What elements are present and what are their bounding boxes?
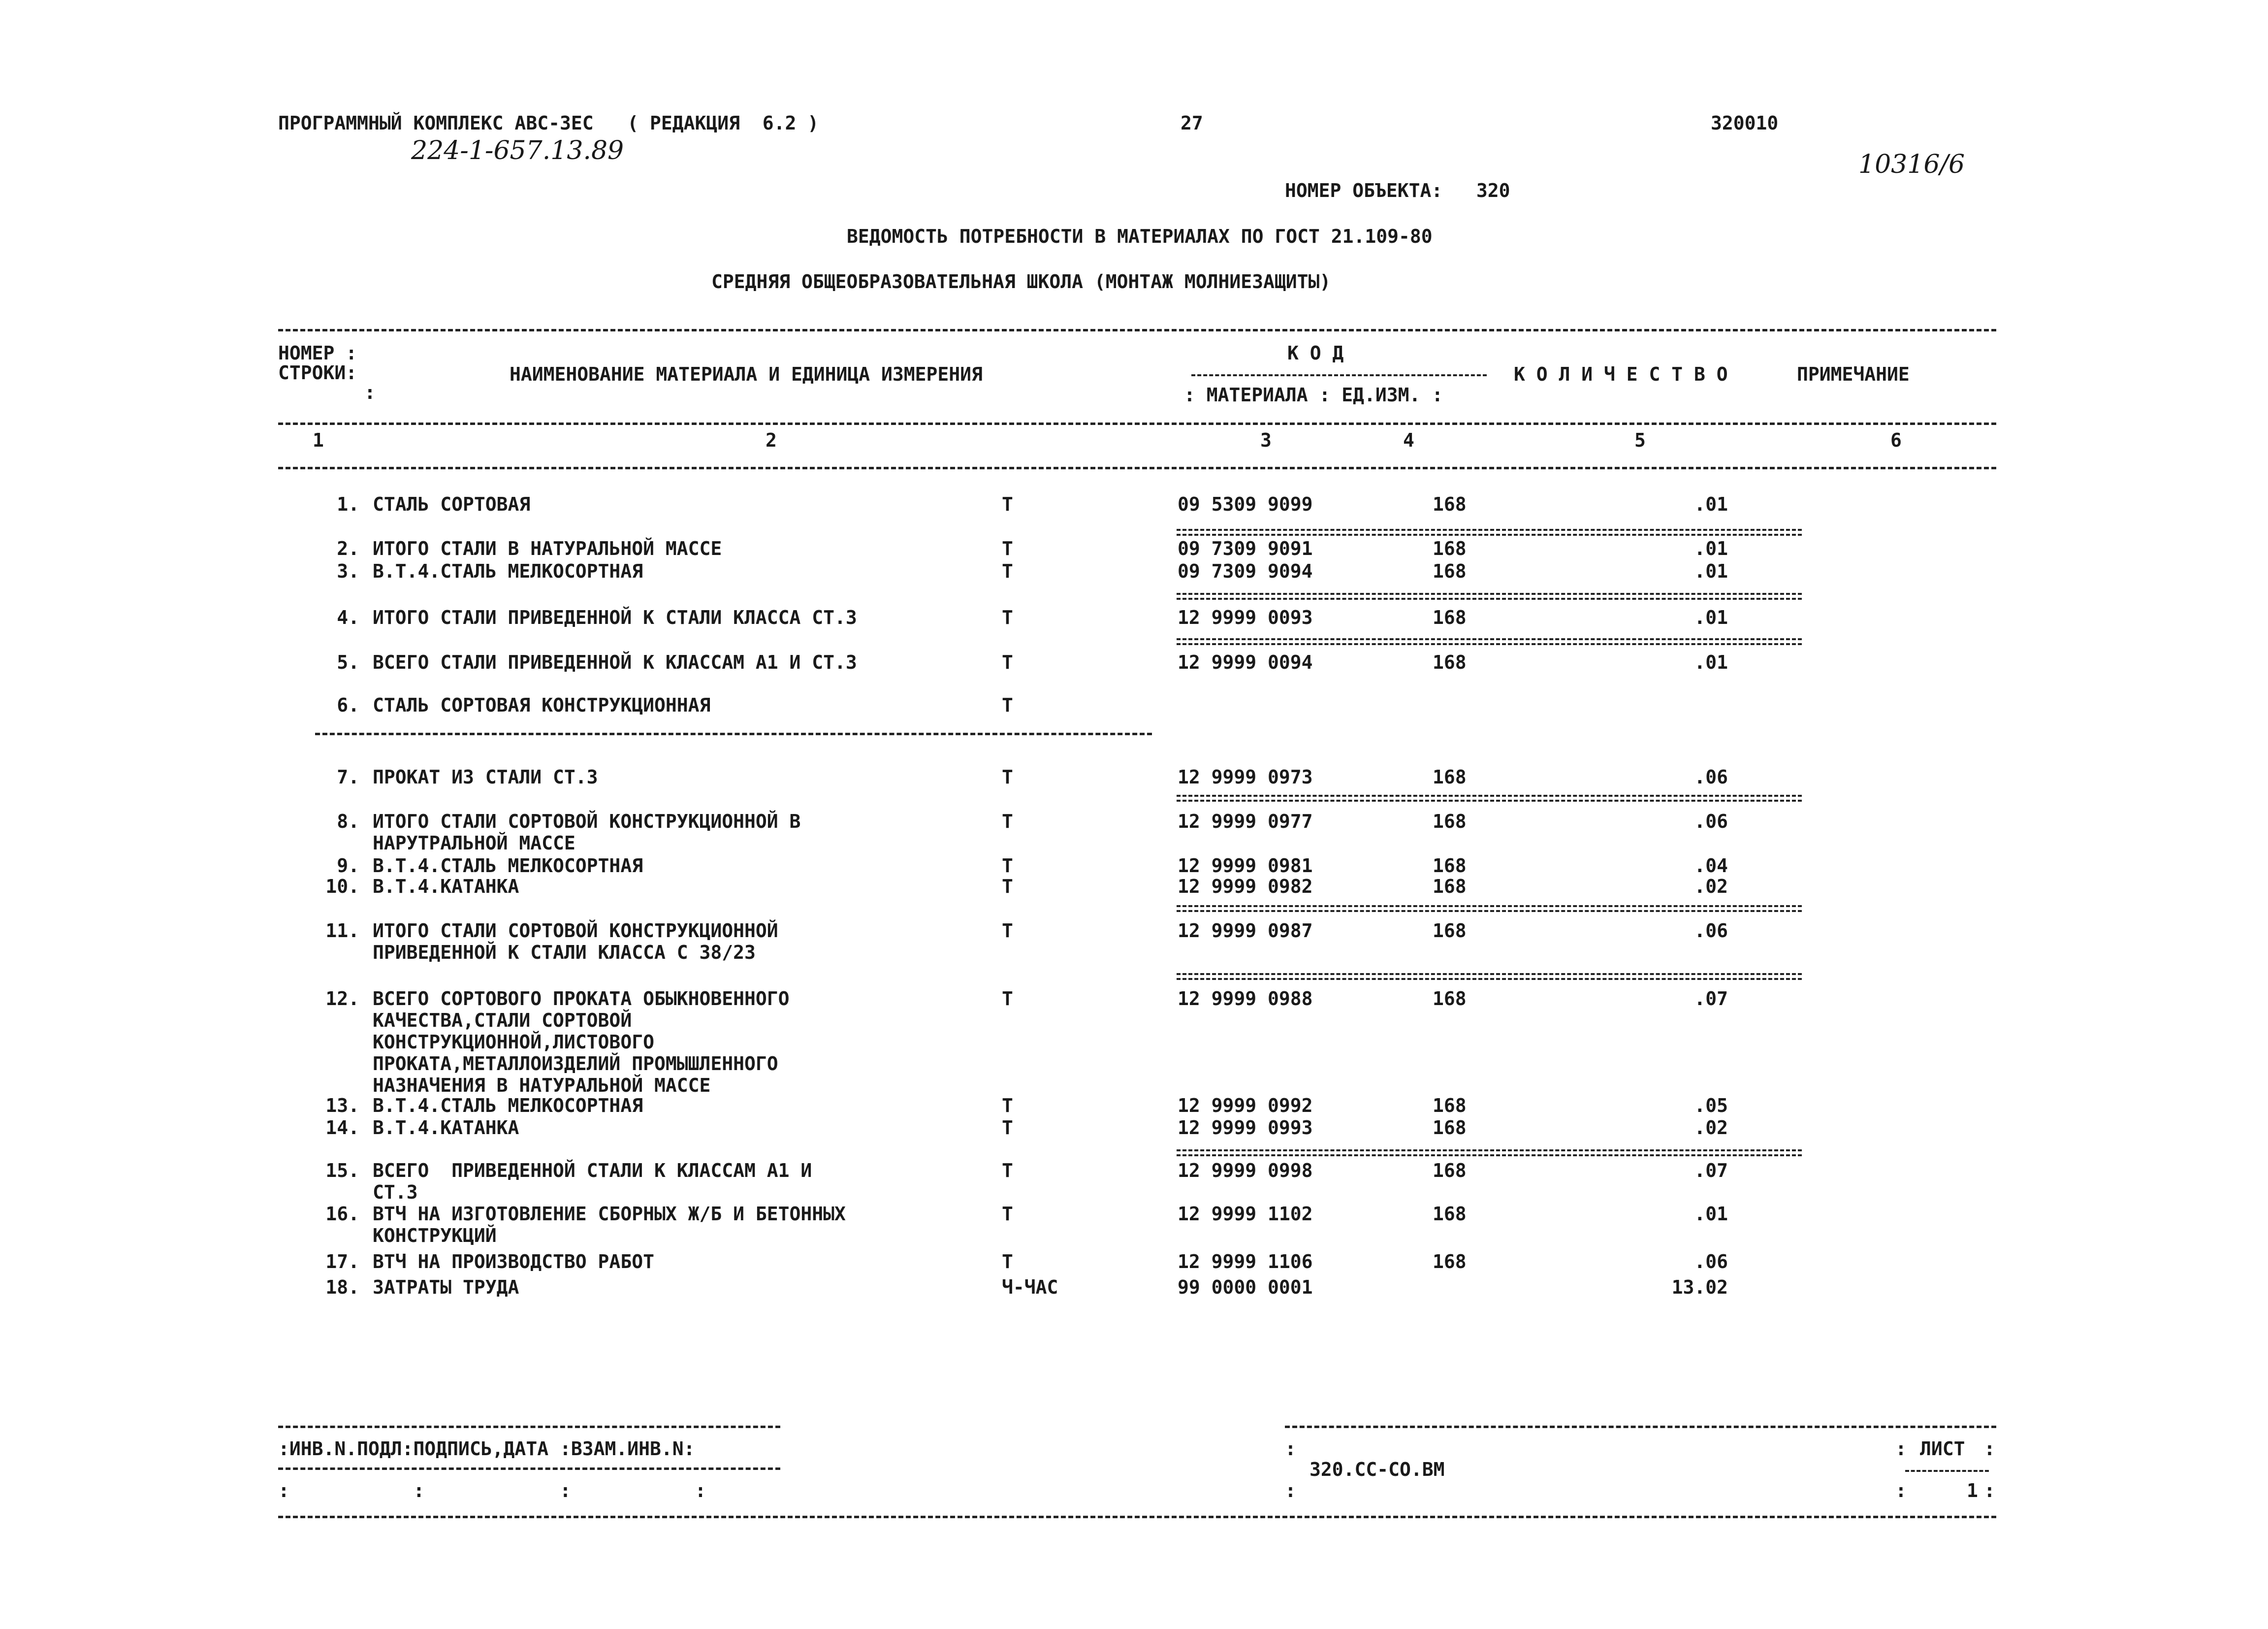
unit-code: 168 [1433, 493, 1467, 515]
material-name: СТАЛЬ СОРТОВАЯ КОНСТРУКЦИОННАЯ [373, 694, 711, 716]
material-code: 09 7309 9094 [1178, 560, 1313, 582]
page-number: 27 [1181, 112, 1203, 134]
handwritten-sheet-number: 10316/6 [1858, 150, 1965, 179]
stamp-header: :ИНВ.N.ПОДЛ:ПОДПИСЬ,ДАТА :ВЗАМ.ИНВ.N: [278, 1438, 695, 1460]
col-row-number-1: НОМЕР : [278, 342, 357, 364]
quantity: .02 [1694, 1117, 1728, 1139]
document-code: 320010 [1711, 112, 1779, 134]
sheet-separator: : [1984, 1438, 1995, 1460]
material-code: 12 9999 0998 [1178, 1160, 1313, 1181]
material-name: ВСЕГО СОРТОВОГО ПРОКАТА ОБЫКНОВЕННОГО [373, 988, 790, 1010]
material-code: 12 9999 0977 [1178, 811, 1313, 832]
col-code-material-header: : МАТЕРИАЛА : ЕД.ИЗМ. : [1184, 384, 1443, 406]
row-number: 14. [325, 1117, 359, 1139]
row-number: 12. [325, 988, 359, 1010]
sheet-separator: : [1895, 1438, 1907, 1460]
material-name: НАРУТРАЛЬНОЙ МАССЕ [373, 832, 575, 854]
unit: Т [1002, 920, 1013, 942]
col-row-number-2: СТРОКИ: [278, 362, 357, 384]
row-number: 13. [325, 1095, 359, 1116]
row-number: 2. [337, 538, 359, 559]
row-number: 3. [337, 560, 359, 582]
sheet-number: 1 [1967, 1480, 1978, 1501]
unit: Т [1002, 855, 1013, 877]
row-number: 6. [337, 694, 359, 716]
unit: Т [1002, 811, 1013, 832]
sheet-label: ЛИСТ [1920, 1438, 1965, 1460]
quantity: 13.02 [1671, 1276, 1728, 1298]
material-code: 12 9999 0973 [1178, 766, 1313, 788]
col-num-2: 2 [766, 429, 777, 451]
unit: Т [1002, 607, 1013, 628]
material-name: НАЗНАЧЕНИЯ В НАТУРАЛЬНОЙ МАССЕ [373, 1075, 711, 1096]
unit: Т [1002, 1160, 1013, 1181]
unit-code: 168 [1433, 988, 1467, 1010]
material-code: 09 5309 9099 [1178, 493, 1313, 515]
unit-code: 168 [1433, 766, 1467, 788]
material-name: КОНСТРУКЦИЙ [373, 1225, 497, 1246]
col-num-4: 4 [1403, 429, 1414, 451]
quantity: .06 [1694, 920, 1728, 942]
quantity: .06 [1694, 1251, 1728, 1272]
unit: Т [1002, 1203, 1013, 1225]
row-number: 10. [325, 876, 359, 897]
row-number: 7. [337, 766, 359, 788]
unit-code: 168 [1433, 1203, 1467, 1225]
unit: Т [1002, 560, 1013, 582]
quantity: .01 [1694, 1203, 1728, 1225]
unit: Т [1002, 766, 1013, 788]
row-number: 9. [337, 855, 359, 877]
material-code: 12 9999 1102 [1178, 1203, 1313, 1225]
material-name: ЗАТРАТЫ ТРУДА [373, 1276, 519, 1298]
quantity: .02 [1694, 876, 1728, 897]
unit: Т [1002, 652, 1013, 673]
unit: Ч-ЧАС [1002, 1276, 1058, 1298]
title-block-separator: : [1285, 1438, 1296, 1460]
unit: Т [1002, 493, 1013, 515]
material-name: В.Т.4.СТАЛЬ МЕЛКОСОРТНАЯ [373, 560, 643, 582]
col-num-5: 5 [1634, 429, 1646, 451]
unit: Т [1002, 988, 1013, 1010]
material-name: ИТОГО СТАЛИ СОРТОВОЙ КОНСТРУКЦИОННОЙ [373, 920, 778, 942]
material-code: 12 9999 0093 [1178, 607, 1313, 628]
quantity: .01 [1694, 493, 1728, 515]
quantity: .07 [1694, 988, 1728, 1010]
material-name: ПРОКАТ ИЗ СТАЛИ СТ.3 [373, 766, 598, 788]
subtotal-rule [1177, 638, 1802, 640]
quantity: .01 [1694, 538, 1728, 559]
section-rule [315, 733, 1152, 735]
material-name: ВТЧ НА ИЗГОТОВЛЕНИЕ СБОРНЫХ Ж/Б И БЕТОННЫХ [373, 1203, 846, 1225]
material-code: 09 7309 9091 [1178, 538, 1313, 559]
col-note-header: ПРИМЕЧАНИЕ [1797, 363, 1910, 385]
material-name: В.Т.4.СТАЛЬ МЕЛКОСОРТНАЯ [373, 855, 643, 877]
sheet-rule [1905, 1470, 1989, 1472]
title-block-separator: : [1285, 1480, 1296, 1501]
sheet-separator: : [1984, 1480, 1995, 1501]
unit: Т [1002, 694, 1013, 716]
subtotal-rule [1177, 593, 1802, 595]
subtotal-rule [1177, 1149, 1802, 1151]
document-designation: 320.СС-СО.ВМ [1310, 1459, 1445, 1480]
row-number: 4. [337, 607, 359, 628]
subtotal-rule [1177, 973, 1802, 975]
row-number: 1. [337, 493, 359, 515]
col-separator: : [364, 382, 376, 403]
unit-code: 168 [1433, 811, 1467, 832]
material-name: В.Т.4.СТАЛЬ МЕЛКОСОРТНАЯ [373, 1095, 643, 1116]
col-quantity-header: К О Л И Ч Е С Т В О [1514, 363, 1728, 385]
program-title: ПРОГРАММНЫЙ КОМПЛЕКС АВС-3ЕС ( РЕДАКЦИЯ 6.2 ) [278, 112, 819, 134]
material-name: КАЧЕСТВА,СТАЛИ СОРТОВОЙ [373, 1010, 632, 1031]
quantity: .06 [1694, 811, 1728, 832]
material-name: ВСЕГО СТАЛИ ПРИВЕДЕННОЙ К КЛАССАМ А1 И СТ.3 [373, 652, 857, 673]
col-num-6: 6 [1890, 429, 1902, 451]
unit-code: 168 [1433, 607, 1467, 628]
row-number: 18. [325, 1276, 359, 1298]
object-number: НОМЕР ОБЪЕКТА: 320 [1285, 180, 1510, 201]
page-bottom-rule [278, 1516, 1996, 1518]
col-num-1: 1 [313, 429, 324, 451]
col-name-header: НАИМЕНОВАНИЕ МАТЕРИАЛА И ЕДИНИЦА ИЗМЕРЕНИЯ [510, 363, 983, 385]
quantity: .01 [1694, 607, 1728, 628]
handwritten-project-number: 224-1-657.13.89 [411, 136, 624, 165]
sheet-separator: : [1895, 1480, 1907, 1501]
title-block-top-rule [1285, 1426, 1996, 1428]
unit-code: 168 [1433, 876, 1467, 897]
stamp-top-rule [278, 1426, 780, 1428]
unit-code: 168 [1433, 1251, 1467, 1272]
material-code: 12 9999 0987 [1178, 920, 1313, 942]
row-number: 15. [325, 1160, 359, 1181]
material-code: 12 9999 1106 [1178, 1251, 1313, 1272]
unit: Т [1002, 1117, 1013, 1139]
material-name: В.Т.4.КАТАНКА [373, 876, 519, 897]
material-name: СТАЛЬ СОРТОВАЯ [373, 493, 531, 515]
header-mid-rule [278, 423, 1996, 425]
material-code: 12 9999 0982 [1178, 876, 1313, 897]
row-number: 17. [325, 1251, 359, 1272]
unit: Т [1002, 1251, 1013, 1272]
col-code-header: К О Д [1287, 342, 1344, 364]
row-number: 5. [337, 652, 359, 673]
material-name: ВТЧ НА ПРОИЗВОДСТВО РАБОТ [373, 1251, 654, 1272]
material-code: 12 9999 0993 [1178, 1117, 1313, 1139]
material-code: 12 9999 0094 [1178, 652, 1313, 673]
unit-code: 168 [1433, 1095, 1467, 1116]
quantity: .01 [1694, 560, 1728, 582]
code-subrule [1191, 374, 1487, 376]
material-name: ИТОГО СТАЛИ СОРТОВОЙ КОНСТРУКЦИОННОЙ В [373, 811, 801, 832]
unit: Т [1002, 538, 1013, 559]
material-name: ИТОГО СТАЛИ ПРИВЕДЕННОЙ К СТАЛИ КЛАССА СТ.3 [373, 607, 857, 628]
subtotal-rule [1177, 529, 1802, 531]
unit-code: 168 [1433, 1160, 1467, 1181]
col-num-3: 3 [1260, 429, 1272, 451]
material-name: СТ.3 [373, 1181, 418, 1203]
material-code: 12 9999 0988 [1178, 988, 1313, 1010]
material-name: ВСЕГО ПРИВЕДЕННОЙ СТАЛИ К КЛАССАМ А1 И [373, 1160, 812, 1181]
unit: Т [1002, 1095, 1013, 1116]
subtotal-rule [1177, 905, 1802, 907]
material-name: ИТОГО СТАЛИ В НАТУРАЛЬНОЙ МАССЕ [373, 538, 722, 559]
unit-code: 168 [1433, 1117, 1467, 1139]
quantity: .06 [1694, 766, 1728, 788]
unit-code: 168 [1433, 560, 1467, 582]
material-name: КОНСТРУКЦИОННОЙ,ЛИСТОВОГО [373, 1031, 654, 1053]
quantity: .05 [1694, 1095, 1728, 1116]
row-number: 8. [337, 811, 359, 832]
subtotal-rule [1177, 795, 1802, 797]
material-code: 12 9999 0992 [1178, 1095, 1313, 1116]
unit-code: 168 [1433, 538, 1467, 559]
material-code: 12 9999 0981 [1178, 855, 1313, 877]
unit: Т [1002, 876, 1013, 897]
row-number: 11. [325, 920, 359, 942]
stamp-mid-rule [278, 1467, 780, 1470]
unit-code: 168 [1433, 855, 1467, 877]
unit-code: 168 [1433, 920, 1467, 942]
material-name: ПРОКАТА,МЕТАЛЛОИЗДЕЛИЙ ПРОМЫШЛЕННОГО [373, 1053, 778, 1075]
material-code: 99 0000 0001 [1178, 1276, 1313, 1298]
table-top-rule [278, 329, 1996, 331]
material-name: ПРИВЕДЕННОЙ К СТАЛИ КЛАССА С 38/23 [373, 942, 756, 963]
row-number: 16. [325, 1203, 359, 1225]
material-name: В.Т.4.КАТАНКА [373, 1117, 519, 1139]
quantity: .04 [1694, 855, 1728, 877]
quantity: .07 [1694, 1160, 1728, 1181]
quantity: .01 [1694, 652, 1728, 673]
stamp-empty-cells: : : : : [278, 1480, 706, 1501]
header-bottom-rule [278, 467, 1996, 469]
unit-code: 168 [1433, 652, 1467, 673]
document-subtitle: СРЕДНЯЯ ОБЩЕОБРАЗОВАТЕЛЬНАЯ ШКОЛА (МОНТАЖ МОЛНИЕЗАЩИТЫ) [711, 271, 1331, 293]
document-title: ВЕДОМОСТЬ ПОТРЕБНОСТИ В МАТЕРИАЛАХ ПО ГОСТ 21.109-80 [847, 226, 1433, 247]
